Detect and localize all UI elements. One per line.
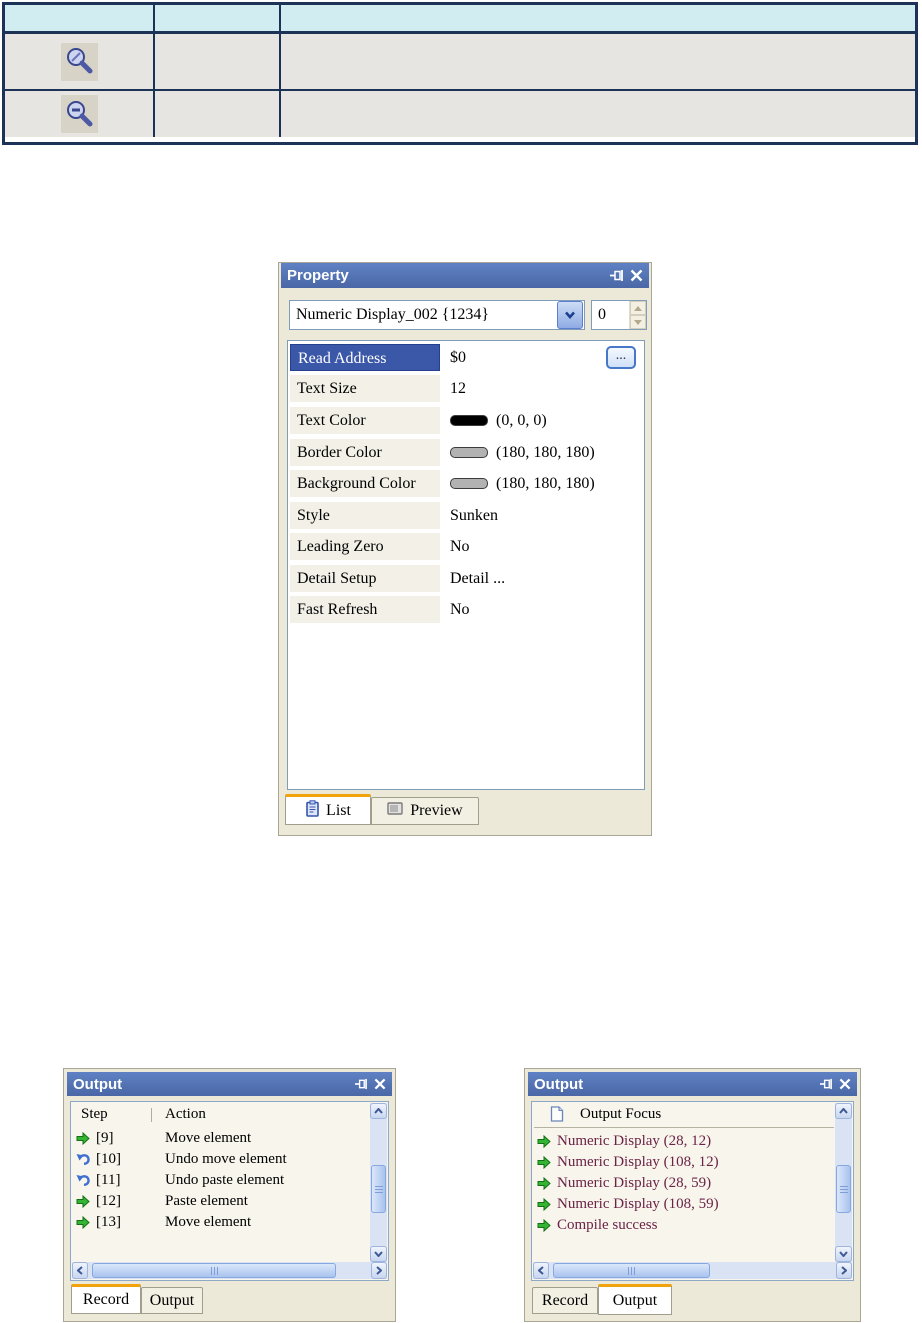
spinner-value: 0 xyxy=(598,306,606,323)
record-row[interactable]: [13] Move element xyxy=(73,1213,369,1234)
green-arrow-icon xyxy=(537,1135,551,1153)
scroll-down-icon[interactable] xyxy=(835,1246,852,1262)
horizontal-scrollbar[interactable] xyxy=(533,1262,852,1279)
green-arrow-icon xyxy=(537,1219,551,1237)
property-row-detail-setup[interactable]: Detail Setup Detail ... xyxy=(288,565,644,594)
index-spinner[interactable] xyxy=(591,300,647,330)
tab-output[interactable]: Output xyxy=(141,1287,203,1314)
record-row[interactable]: [11] Undo paste element xyxy=(73,1171,369,1192)
spinner-up-icon[interactable] xyxy=(630,301,646,315)
browse-button[interactable]: ... xyxy=(606,346,636,369)
output-tab-bar xyxy=(71,1284,203,1314)
scroll-right-icon[interactable] xyxy=(836,1262,852,1279)
property-row-leading-zero[interactable]: Leading Zero No xyxy=(288,533,644,562)
focus-row[interactable]: Numeric Display (108, 12) xyxy=(534,1153,834,1174)
doc-table-cell xyxy=(155,34,281,89)
tab-output[interactable]: Output xyxy=(598,1284,672,1315)
property-grid xyxy=(287,340,645,790)
panel-title: Output xyxy=(534,1075,584,1093)
object-selector-combobox[interactable] xyxy=(289,300,585,330)
scrollbar-thumb[interactable] xyxy=(371,1165,386,1213)
property-row-background-color[interactable]: Background Color (180, 180, 180) xyxy=(288,470,644,499)
green-arrow-icon xyxy=(76,1195,90,1213)
green-arrow-icon xyxy=(76,1216,90,1234)
pin-icon[interactable] xyxy=(819,1078,833,1090)
magnifier-minus-icon xyxy=(61,95,98,133)
focus-row[interactable]: Numeric Display (108, 59) xyxy=(534,1195,834,1216)
scroll-up-icon[interactable] xyxy=(370,1103,387,1119)
object-selector-value: Numeric Display_002 {1234} xyxy=(296,306,490,323)
doc-table-header-cell xyxy=(5,5,155,31)
focus-row[interactable]: Numeric Display (28, 59) xyxy=(534,1174,834,1195)
doc-table-header-cell xyxy=(155,5,281,31)
color-swatch xyxy=(450,447,488,458)
green-arrow-icon xyxy=(76,1132,90,1150)
undo-arrow-icon xyxy=(76,1174,91,1192)
doc-table-header-cell xyxy=(281,5,915,31)
property-row-border-color[interactable]: Border Color (180, 180, 180) xyxy=(288,439,644,468)
color-swatch xyxy=(450,478,488,489)
close-icon[interactable] xyxy=(839,1078,851,1090)
focus-row[interactable]: Numeric Display (28, 12) xyxy=(534,1132,834,1153)
close-icon[interactable] xyxy=(630,269,643,282)
scrollbar-thumb[interactable] xyxy=(836,1165,851,1213)
panel-title: Output xyxy=(73,1075,123,1093)
property-row-fast-refresh[interactable]: Fast Refresh No xyxy=(288,596,644,625)
green-arrow-icon xyxy=(537,1177,551,1195)
undo-arrow-icon xyxy=(76,1153,91,1171)
property-row-text-size[interactable]: Text Size 12 xyxy=(288,375,644,404)
record-list-header: Step Action xyxy=(81,1106,206,1122)
green-arrow-icon xyxy=(537,1156,551,1174)
doc-table-row xyxy=(5,91,915,137)
output-focus-panel xyxy=(524,1068,861,1322)
output-record-panel xyxy=(63,1068,396,1322)
scrollbar-thumb[interactable] xyxy=(553,1263,710,1278)
record-list xyxy=(70,1101,389,1281)
output-titlebar[interactable] xyxy=(528,1072,857,1096)
property-row-text-color[interactable]: Text Color (0, 0, 0) xyxy=(288,407,644,436)
document-icon xyxy=(550,1106,564,1127)
output-focus-header: Output Focus xyxy=(534,1104,834,1128)
clipboard-icon xyxy=(305,800,320,822)
doc-table-cell xyxy=(281,91,915,137)
record-row[interactable]: [12] Paste element xyxy=(73,1192,369,1213)
doc-table-header-row xyxy=(5,5,915,34)
chevron-down-icon[interactable] xyxy=(557,301,583,329)
scroll-up-icon[interactable] xyxy=(835,1103,852,1119)
scroll-down-icon[interactable] xyxy=(370,1246,387,1262)
tab-preview[interactable]: Preview xyxy=(371,797,479,825)
horizontal-scrollbar[interactable] xyxy=(72,1262,387,1279)
property-panel xyxy=(278,262,652,836)
tab-list[interactable]: List xyxy=(285,794,371,825)
output-titlebar[interactable] xyxy=(67,1072,392,1096)
color-swatch xyxy=(450,415,488,426)
doc-table-row xyxy=(5,34,915,91)
vertical-scrollbar[interactable] xyxy=(835,1103,852,1262)
close-icon[interactable] xyxy=(374,1078,386,1090)
tab-record[interactable]: Record xyxy=(532,1287,598,1314)
focus-row[interactable]: Compile success xyxy=(534,1216,834,1237)
property-row-read-address[interactable]: Read Address $0 ... xyxy=(288,344,644,373)
property-tab-bar xyxy=(285,794,479,825)
doc-table xyxy=(2,2,918,145)
record-row[interactable]: [9] Move element xyxy=(73,1129,369,1150)
green-arrow-icon xyxy=(537,1198,551,1216)
output-focus-list xyxy=(531,1101,854,1281)
vertical-scrollbar[interactable] xyxy=(370,1103,387,1262)
monitor-icon xyxy=(387,802,404,820)
scroll-right-icon[interactable] xyxy=(371,1262,387,1279)
doc-table-cell xyxy=(155,91,281,137)
pin-icon[interactable] xyxy=(354,1078,368,1090)
panel-title: Property xyxy=(287,267,349,284)
column-divider xyxy=(151,1108,152,1122)
output-tab-bar xyxy=(532,1284,672,1315)
doc-table-cell xyxy=(281,34,915,89)
scroll-left-icon[interactable] xyxy=(72,1262,88,1279)
magnifier-slash-icon xyxy=(61,43,98,81)
property-row-style[interactable]: Style Sunken xyxy=(288,502,644,531)
property-titlebar[interactable] xyxy=(281,263,649,288)
spinner-down-icon[interactable] xyxy=(630,315,646,329)
scroll-left-icon[interactable] xyxy=(533,1262,549,1279)
record-row[interactable]: [10] Undo move element xyxy=(73,1150,369,1171)
pin-icon[interactable] xyxy=(609,269,624,282)
tab-record[interactable]: Record xyxy=(71,1284,141,1314)
scrollbar-thumb[interactable] xyxy=(92,1263,336,1278)
